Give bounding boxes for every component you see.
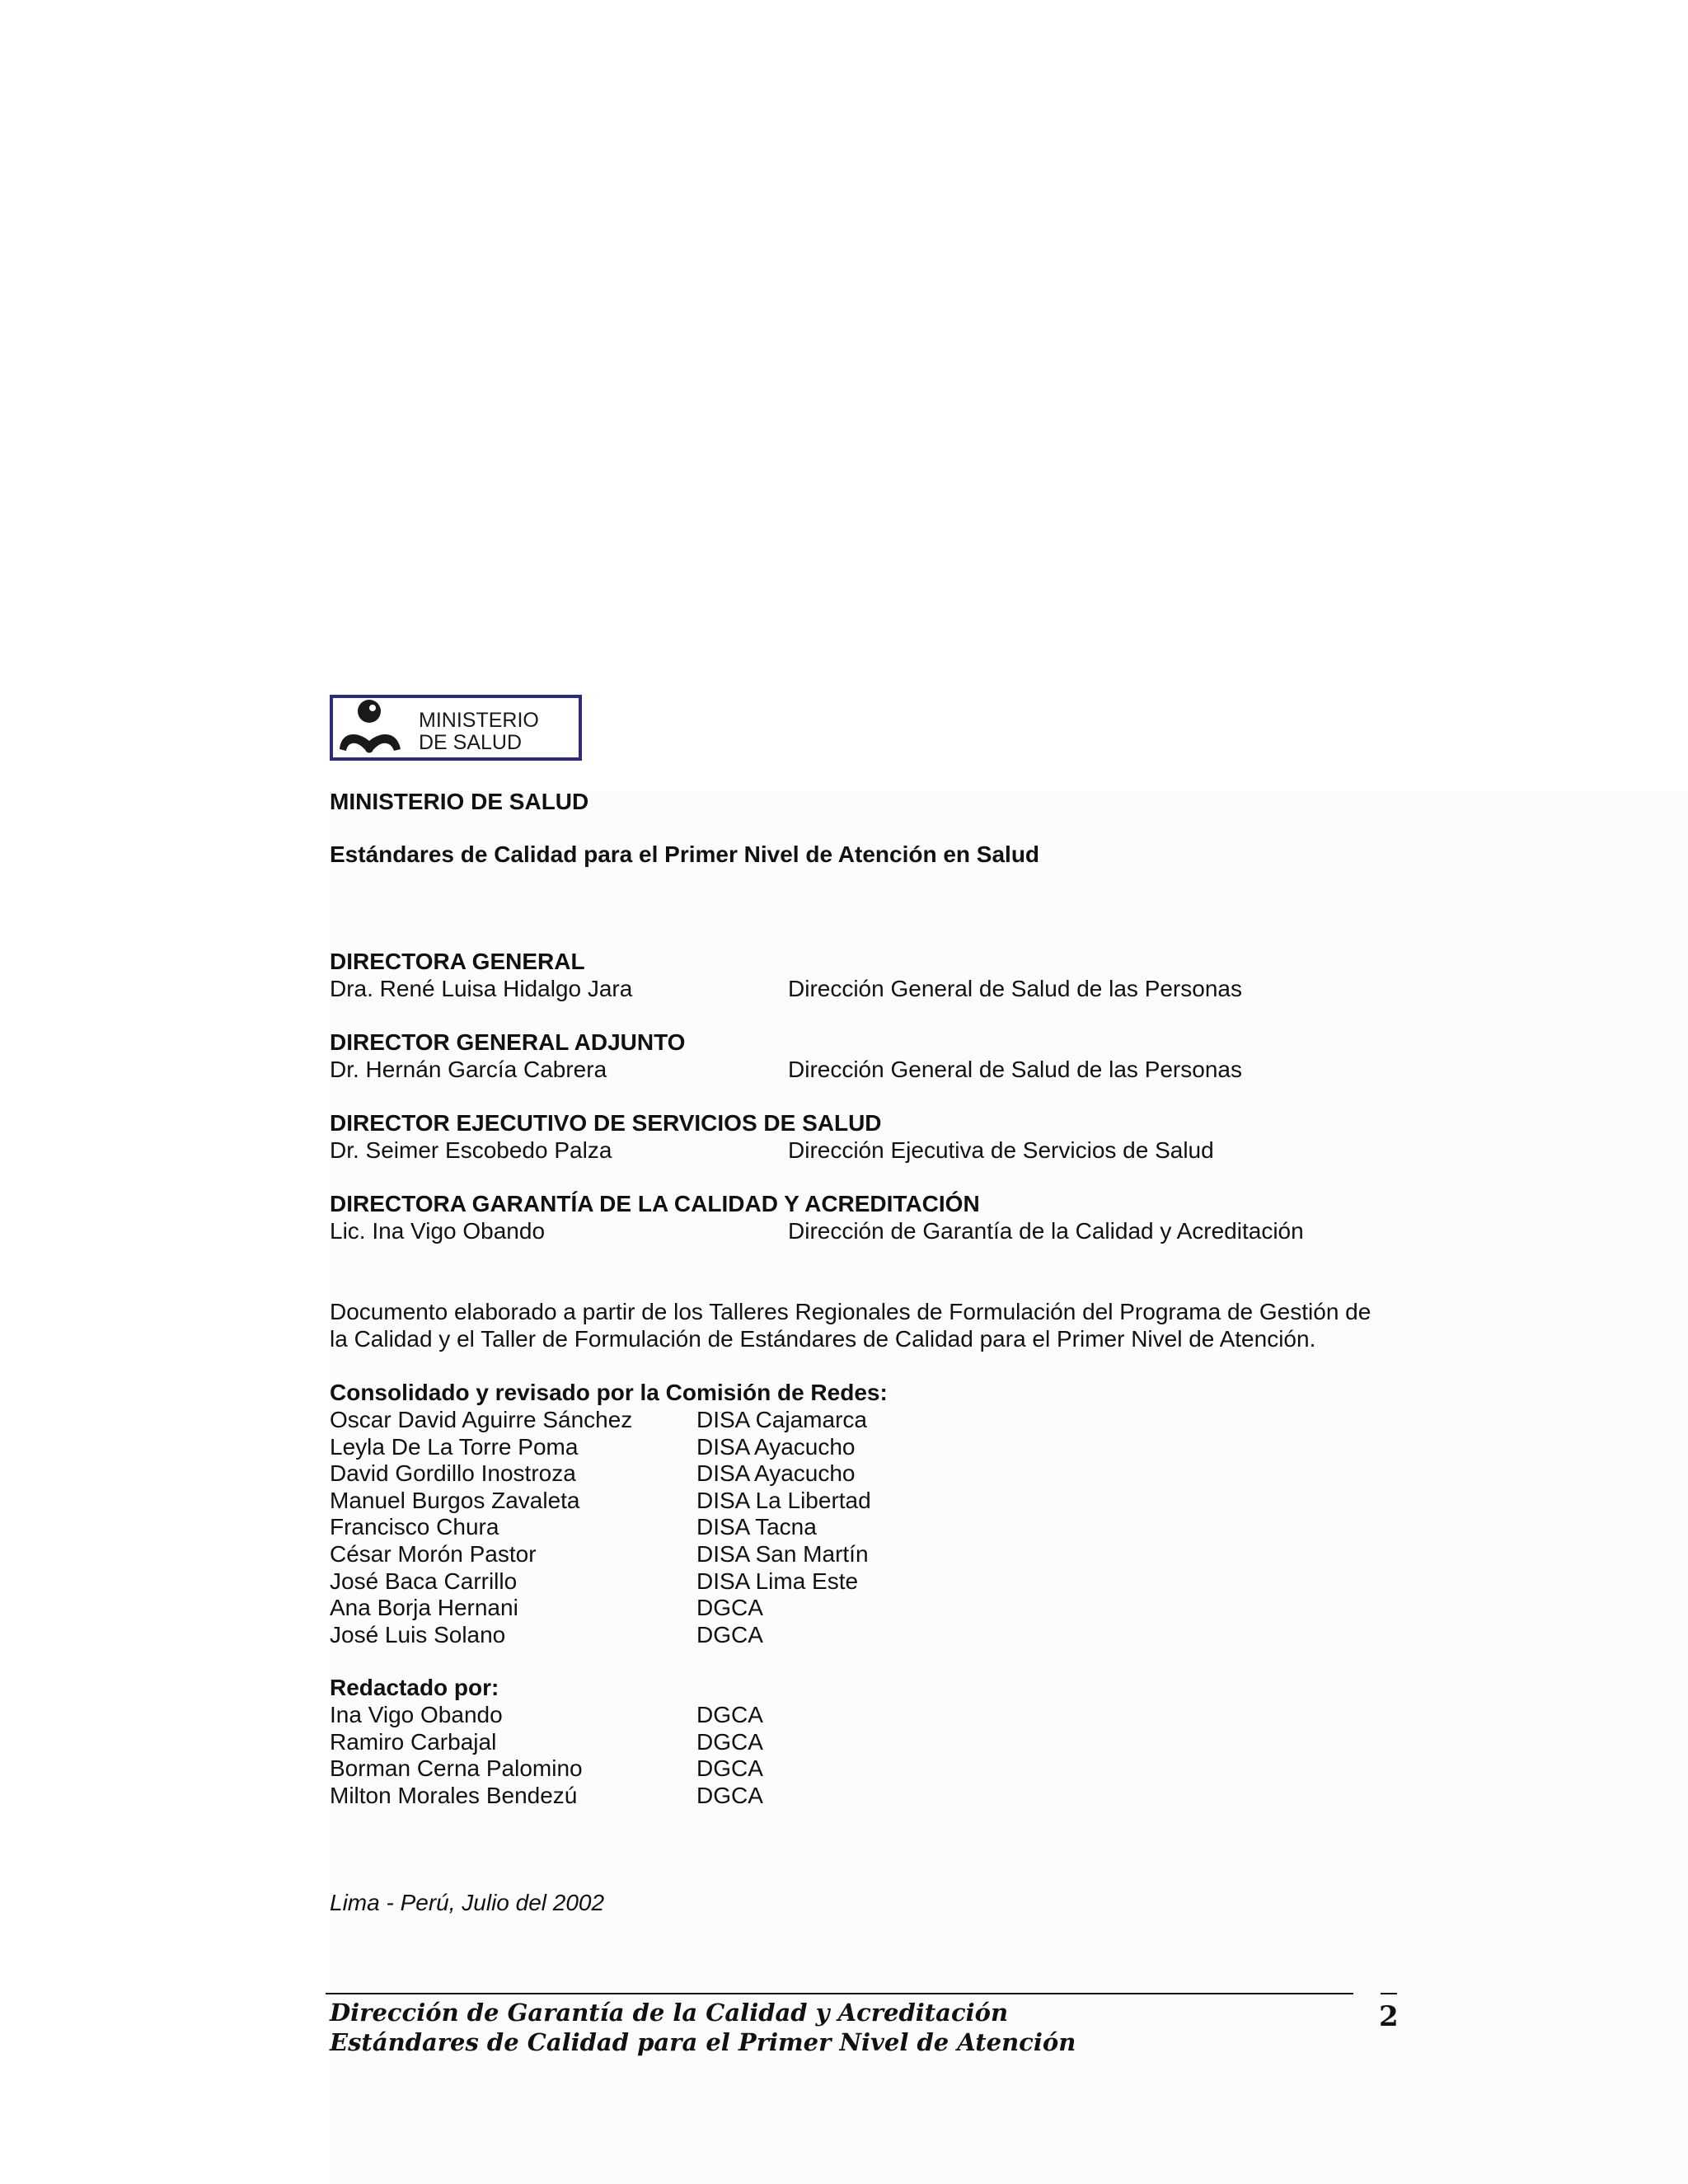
footer-line-1: Dirección de Garantía de la Calidad y Acreditación	[330, 1999, 1009, 2027]
consolidated-member-name: Manuel Burgos Zavaleta	[330, 1487, 580, 1513]
consolidated-member-org: DGCA	[696, 1621, 763, 1647]
footer-rule	[326, 1993, 1353, 1994]
page-number: 2	[1379, 2000, 1399, 2033]
drafted-member-org: DGCA	[696, 1755, 763, 1782]
drafted-member-name: Milton Morales Bendezú	[330, 1782, 578, 1808]
ministry-logo	[330, 695, 582, 761]
page-number-rule	[1381, 1993, 1397, 1994]
consolidated-member-name: José Baca Carrillo	[330, 1568, 518, 1594]
drafted-member-name: Ramiro Carbajal	[330, 1728, 497, 1755]
official-name-4: Lic. Ina Vigo Obando	[330, 1218, 546, 1244]
intro-line-2: la Calidad y el Taller de Formulación de Estándares de Calidad para el Primer Nivel de Atención.	[330, 1326, 1316, 1352]
institution-name: MINISTERIO DE SALUD	[330, 789, 589, 814]
logo-line-2: DE SALUD	[419, 731, 523, 754]
consolidated-member-org: DISA Lima Este	[696, 1568, 859, 1594]
consolidated-member-name: Francisco Chura	[330, 1514, 499, 1540]
footer-line-2: Estándares de Calidad para el Primer Nivel de Atención	[330, 2028, 1076, 2056]
logo-text	[419, 710, 539, 754]
consolidated-member-org: DISA San Martín	[696, 1541, 869, 1567]
place-date: Lima - Perú, Julio del 2002	[330, 1890, 605, 1915]
consolidated-member-org: DISA Ayacucho	[696, 1460, 856, 1487]
consolidated-member-name: Leyla De La Torre Poma	[330, 1433, 579, 1460]
consolidated-member-name: César Morón Pastor	[330, 1541, 537, 1567]
drafted-member-org: DGCA	[696, 1702, 763, 1727]
consolidated-member-org: DISA Cajamarca	[696, 1407, 867, 1432]
consolidated-member-org: DISA Tacna	[696, 1514, 817, 1540]
intro-line-1: Documento elaborado a partir de los Talleres Regionales de Formulación del Programa de Gestión de	[330, 1299, 1372, 1324]
consolidated-member-org: DGCA	[696, 1595, 763, 1621]
drafted-member-org: DGCA	[696, 1782, 763, 1808]
consolidated-member-name: David Gordillo Inostroza	[330, 1460, 576, 1487]
official-office-3: Dirección Ejecutiva de Servicios de Salud	[788, 1137, 1214, 1163]
official-name-2: Dr. Hernán García Cabrera	[330, 1057, 607, 1082]
official-role-2: DIRECTOR GENERAL ADJUNTO	[330, 1029, 686, 1055]
official-office-4: Dirección de Garantía de la Calidad y Acreditación	[788, 1218, 1304, 1244]
drafted-heading: Redactado por:	[330, 1675, 499, 1700]
consolidated-member-name: Ana Borja Hernani	[330, 1595, 518, 1621]
consolidated-member-name: José Luis Solano	[330, 1621, 506, 1647]
logo-line-1: MINISTERIO	[419, 709, 539, 732]
consolidated-heading: Consolidado y revisado por la Comisión de Redes:	[330, 1380, 888, 1405]
consolidated-member-org: DISA Ayacucho	[696, 1433, 856, 1460]
drafted-member-org: DGCA	[696, 1728, 763, 1755]
drafted-member-name: Ina Vigo Obando	[330, 1702, 503, 1727]
official-role-3: DIRECTOR EJECUTIVO DE SERVICIOS DE SALUD	[330, 1110, 882, 1136]
official-name-1: Dra. René Luisa Hidalgo Jara	[330, 976, 633, 1001]
official-office-1: Dirección General de Salud de las Personas	[788, 976, 1242, 1001]
official-role-4: DIRECTORA GARANTÍA DE LA CALIDAD Y ACREDITACIÓN	[330, 1191, 980, 1216]
official-role-1: DIRECTORA GENERAL	[330, 949, 585, 974]
consolidated-member-name: Oscar David Aguirre Sánchez	[330, 1407, 633, 1432]
drafted-member-name: Borman Cerna Palomino	[330, 1755, 583, 1782]
document-title: Estándares de Calidad para el Primer Nivel de Atención en Salud	[330, 841, 1040, 867]
consolidated-member-org: DISA La Libertad	[696, 1487, 871, 1513]
ministry-emblem-icon	[333, 698, 415, 761]
official-name-3: Dr. Seimer Escobedo Palza	[330, 1137, 612, 1163]
official-office-2: Dirección General de Salud de las Personas	[788, 1057, 1242, 1082]
